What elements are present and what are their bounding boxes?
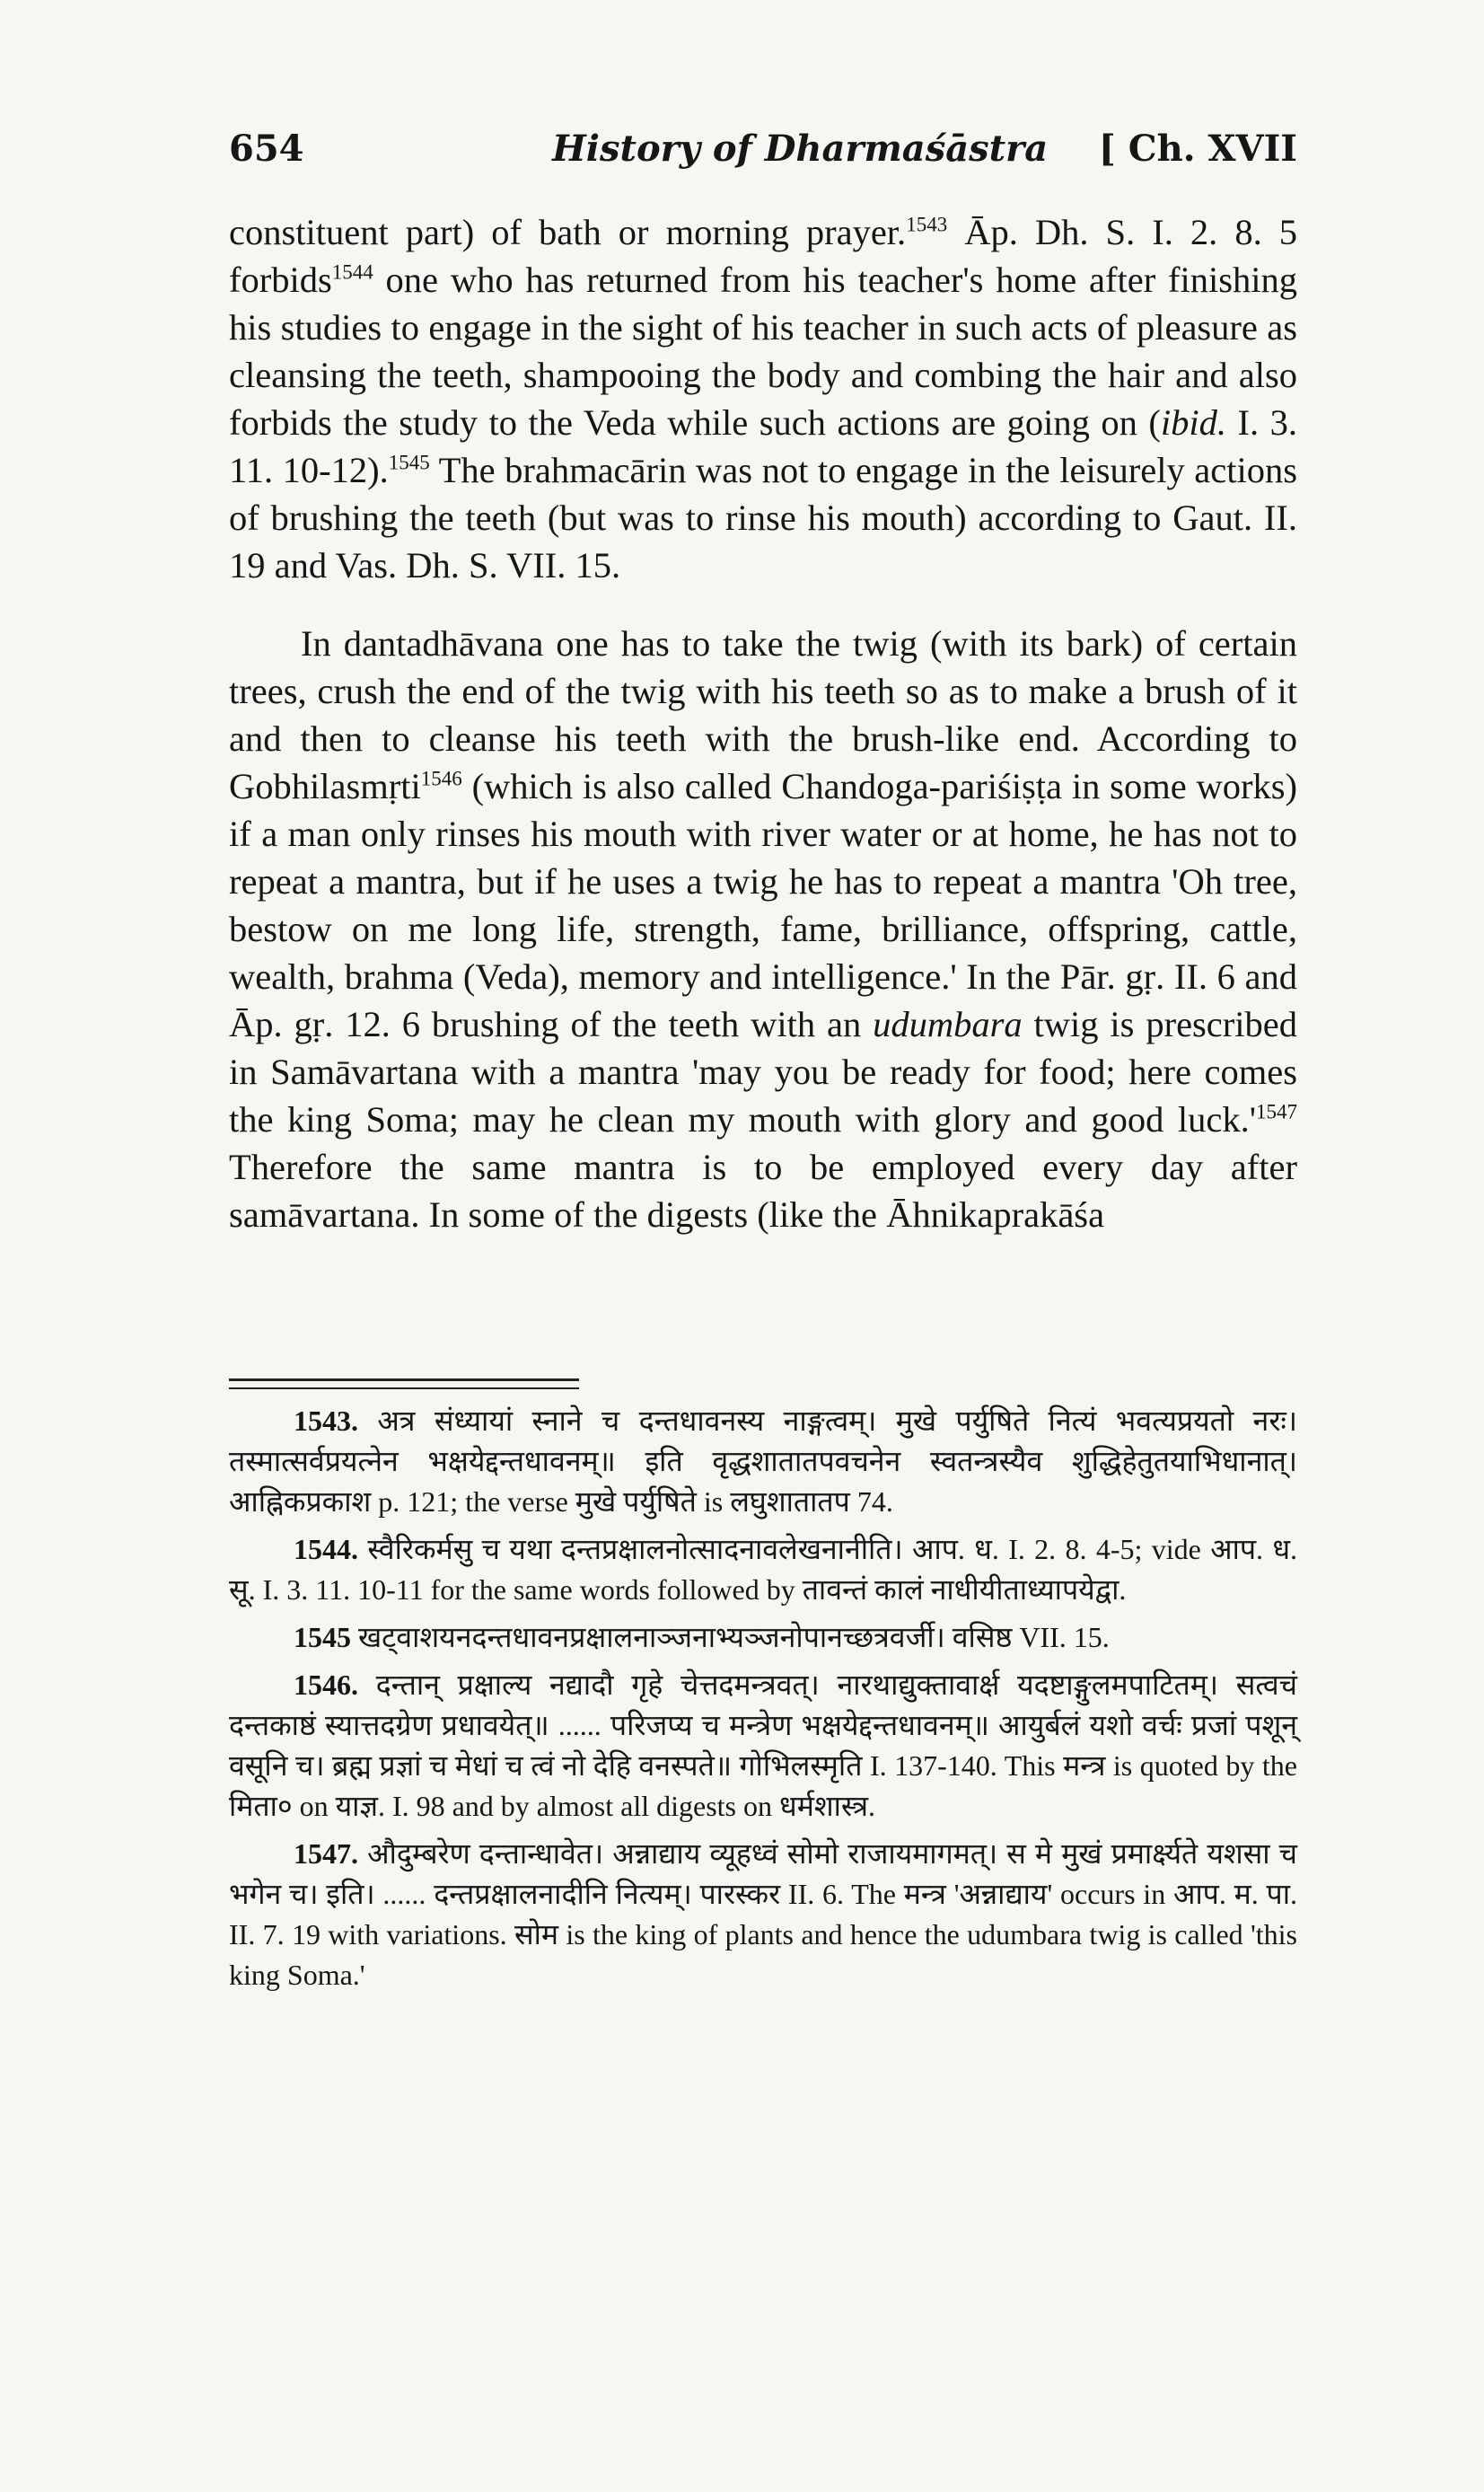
footnote-number: 1545: [294, 1621, 351, 1653]
body-text: [229, 208, 1297, 1238]
paragraph-1: [229, 208, 1297, 589]
italic-text: udumbara: [873, 1004, 1023, 1044]
footnote-1543: [229, 1401, 1297, 1522]
page-number: 654: [229, 128, 304, 170]
footnote-ref: 1545: [388, 451, 430, 474]
footnote-divider-secondary: [229, 1387, 579, 1389]
page-header: [229, 128, 1297, 181]
footnote-ref: 1544: [331, 260, 373, 284]
text-run: Āp. Dh. S. I. 2. 8. 5 forbids: [229, 212, 1297, 300]
footnote-1544: [229, 1529, 1297, 1610]
footnote-ref: 1546: [420, 767, 462, 790]
footnote-text: खट्वाशयनदन्तधावनप्रक्षालनाञ्जनाभ्यञ्जनोपानच्छत्रवर्जी। वसिष्ठ VII. 15.: [358, 1621, 1110, 1653]
footnote-text: औदुम्बरेण दन्तान्धावेत। अन्नाद्याय व्यूहध्वं सोमो राजायमागमत्। स मे मुखं प्रमार्क्ष्यते यशसा च भगेन च। इति। ...... दन्तप्रक्षालनादीनि नित्यम्। पारस्कर II. 6. The मन्त्र 'अन्नाद्याय' occurs in आप. म. पा. II. 7. 19 with variations. सोम is the king of plants and hence the udumbara twig is called 'this king Soma.': [229, 1837, 1297, 1991]
paragraph-2: [229, 620, 1297, 1238]
chapter-label: [ Ch. XVII: [1098, 128, 1297, 170]
text-run: Therefore the same mantra is to be employed every day after samāvartana. In some of the digests (like the Āhnikaprakāśa: [229, 1147, 1297, 1235]
text-run: twig is prescribed in Samāvartana with a mantra 'may you be ready for food; here comes the king Soma; may he clean my mouth with glory and good luck.': [229, 1004, 1297, 1140]
footnote-text: दन्तान् प्रक्षाल्य नद्यादौ गृहे चेत्तदमन्त्रवत्। नारथाद्युक्तावार्क्ष यदष्टाङ्गुलमपाटितम्। सत्वचं दन्तकाष्ठं स्यात्तदग्रेण प्रधावयेत्॥ ...... परिजप्य च मन्त्रेण भक्षयेद्दन्तधावनम्॥ आयुर्बलं यशो वर्चः प्रजां पशून् वसूनि च। ब्रह्म प्रज्ञां च मेधां च त्वं नो देहि वनस्पते॥ गोभिलस्मृति I. 137-140. This मन्त्र is quoted by the मिता० on याज्ञ. I. 98 and by almost all digests on धर्मशास्त्र.: [229, 1669, 1297, 1822]
footnote-number: 1546.: [294, 1669, 358, 1701]
footnotes: [229, 1401, 1297, 2003]
footnote-text: अत्र संध्यायां स्नाने च दन्तधावनस्य नाङ्गत्वम्। मुखे पर्युषिते नित्यं भवत्यप्रयतो नरः। तस्मात्सर्वप्रयत्नेन भक्षयेद्दन्तधावनम्॥ इति वृद्धशातातपवचनेन स्वतन्त्रस्यैव शुद्धिहेतुतयाभिधानात्। आह्निकप्रकाश p. 121; the verse मुखे पर्युषिते is लघुशातातप 74.: [229, 1405, 1298, 1518]
text-run: In dantadhāvana one has to take the twig (with its bark) of certain trees, crush the end of the twig with his teeth so as to make a brush of it and then to cleanse his teeth with the brush-like end. According to Gobhilasmṛti: [229, 623, 1297, 806]
footnote-divider: [229, 1378, 579, 1381]
text-run: constituent part) of bath or morning prayer.: [229, 212, 907, 252]
footnote-ref: 1547: [1256, 1100, 1297, 1123]
text-run: The brahmacārin was not to engage in the leisurely actions of brushing the teeth (but was to rinse his mouth) according to Gaut. II. 19 and Vas. Dh. S. VII. 15.: [229, 450, 1297, 586]
footnote-1546: [229, 1665, 1297, 1827]
text-run: I. 3. 11. 10-12).: [229, 402, 1297, 490]
footnote-number: 1547.: [294, 1837, 358, 1870]
footnote-number: 1544.: [294, 1533, 358, 1565]
footnote-1547: [229, 1834, 1297, 1995]
text-run: one who has returned from his teacher's home after finishing his studies to engage in the sight of his teacher in such acts of pleasure as cleansing the teeth, shampooing the body and combing the hair and also forbids the study to the Veda while such actions are going on (: [229, 260, 1297, 443]
footnote-text: स्वैरिकर्मसु च यथा दन्तप्रक्षालनोत्सादनावलेखनानीति। आप. ध. I. 2. 8. 4-5; vide आप. ध. सू. I. 3. 11. 10-11 for the same words followed by तावन्तं कालं नाधीयीताध्यापयेद्वा.: [229, 1533, 1298, 1606]
running-title: History of Dharmaśāstra: [552, 128, 1049, 170]
text-run: (which is also called Chandoga-pariśiṣṭa in some works) if a man only rinses his mouth with river water or at home, he has not to repeat a mantra, but if he uses a twig he has to repeat a mantra 'Oh tree, bestow on me long life, strength, fame, brilliance, offspring, cattle, wealth, brahma (Veda), memory and intelligence.' In the Pār. gṛ. II. 6 and Āp. gṛ. 12. 6 brushing of the teeth with an: [229, 766, 1297, 1044]
footnote-1545: [229, 1617, 1297, 1658]
footnote-number: 1543.: [294, 1405, 358, 1437]
footnote-ref: 1543: [906, 213, 948, 236]
italic-text: ibid.: [1160, 402, 1226, 443]
